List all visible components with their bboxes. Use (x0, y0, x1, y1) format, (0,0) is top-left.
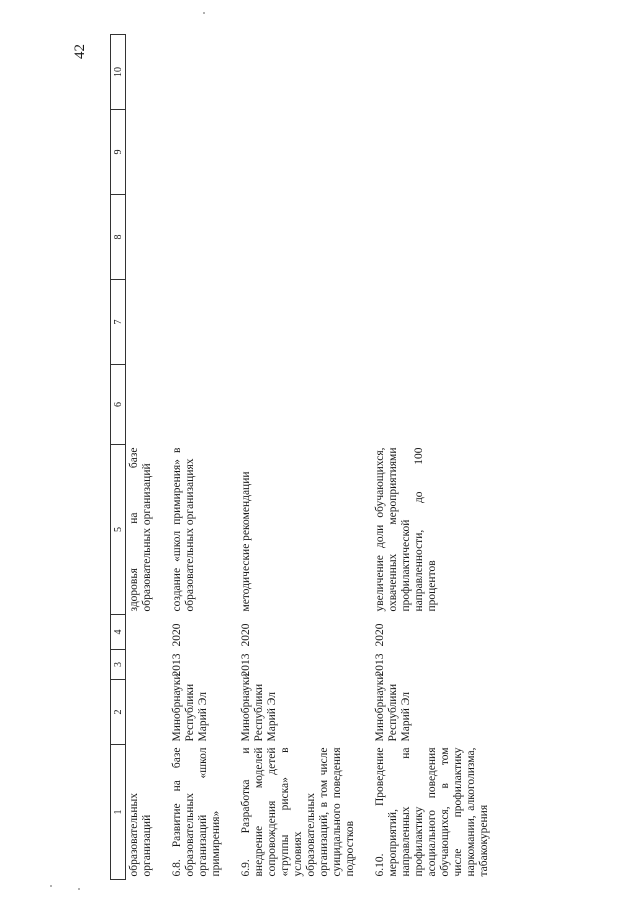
rotated-page-content (110, 35, 540, 880)
start-year: 2013 (374, 653, 386, 677)
executor: Минобрнауки Республики Марий Эл (171, 673, 209, 742)
end-year: 2020 (240, 623, 252, 647)
column-header: 7 (111, 280, 126, 365)
measure-name: 6.10. Проведение мероприятий, направленных на профилактику асоциального поведения обучающихся, в том числе профилактику наркомании, алкоголизма, табакокурения (374, 747, 490, 877)
table-row (169, 35, 238, 880)
scan-speck (78, 888, 80, 890)
column-header: 5 (111, 445, 126, 615)
expected-result: увеличение доли обучающихся, охваченных мероприятиями профилактической направленности, до 100 процентов (374, 447, 438, 612)
start-year: 2013 (171, 653, 183, 677)
empty-cell (372, 35, 493, 110)
measure-name: 6.9. Разработка и внедрение моделей сопровождения детей «группы риска» в условиях образовательных организаций, в том числе суицидального поведения подростков (240, 747, 356, 877)
empty-cell (238, 35, 372, 110)
empty-cell (126, 195, 170, 280)
end-year: 2020 (374, 623, 386, 647)
measure-name: 6.8. Развитие на базе образовательных организаций «школ примирения» (171, 747, 222, 877)
table-row (238, 35, 372, 880)
empty-cell (126, 35, 170, 110)
table-row (372, 35, 493, 880)
executor: Минобрнауки Республики Марий Эл (240, 673, 278, 742)
empty-cell (372, 365, 493, 445)
column-header: 4 (111, 615, 126, 650)
column-header: 1 (111, 745, 126, 880)
scan-speck (50, 885, 52, 887)
empty-cell (372, 195, 493, 280)
page-number: 42 (72, 44, 88, 59)
end-year: 2020 (171, 623, 183, 647)
empty-cell (126, 365, 170, 445)
executor: Минобрнауки Республики Марий Эл (374, 673, 412, 742)
empty-cell (238, 280, 372, 365)
measures-table (110, 34, 493, 880)
table-row (126, 35, 170, 880)
column-header: 3 (111, 650, 126, 680)
scan-speck (203, 12, 205, 14)
expected-result: методические рекомендации (240, 471, 252, 612)
column-header: 2 (111, 680, 126, 745)
column-header: 6 (111, 365, 126, 445)
start-year (126, 650, 170, 680)
end-year (126, 615, 170, 650)
empty-cell (126, 110, 170, 195)
empty-cell (169, 195, 238, 280)
empty-cell (238, 110, 372, 195)
measure-name: образовательных организаций (128, 792, 153, 877)
empty-cell (169, 365, 238, 445)
start-year: 2013 (240, 653, 252, 677)
empty-cell (126, 280, 170, 365)
executor (126, 680, 170, 745)
empty-cell (238, 195, 372, 280)
empty-cell (169, 110, 238, 195)
header-row (111, 35, 126, 880)
empty-cell (169, 35, 238, 110)
expected-result: здоровья на базе образовательных организаций (128, 447, 153, 612)
column-header: 9 (111, 110, 126, 195)
expected-result: создание «школ примирения» в образовательных организациях (171, 447, 196, 612)
column-header: 8 (111, 195, 126, 280)
empty-cell (372, 110, 493, 195)
empty-cell (238, 365, 372, 445)
column-header: 10 (111, 35, 126, 110)
empty-cell (372, 280, 493, 365)
empty-cell (169, 280, 238, 365)
